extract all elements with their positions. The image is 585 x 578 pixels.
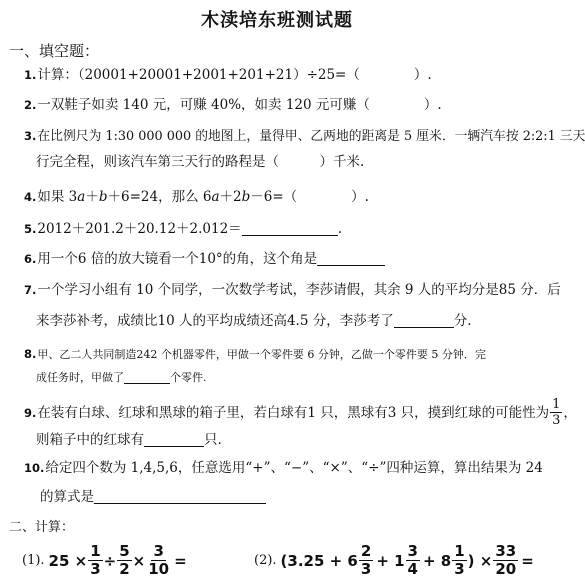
denominator: 4 [407,560,418,578]
answer-blank[interactable] [317,251,385,266]
expression-part: × [132,551,146,570]
question-number: 2. [24,98,37,112]
numerator: 3 [407,542,418,560]
question-text: 如果 3 [37,189,78,205]
denominator: 3 [454,560,465,578]
question-text: 给定四个数为 1,4,5,6，任意选用“+”、“−”、“×”、“÷”四种运算，算出结果为 24 [45,460,543,476]
question-text: 一双鞋子如卖 140 元，可赚 40%，如卖 120 元可赚（ ）. [37,97,442,113]
question-number: 5. [24,222,37,236]
answer-blank[interactable] [242,221,338,236]
expression-part: + 1 [376,551,405,570]
question-text: ＋6=24，那么 6 [107,189,212,205]
question-4: 4.如果 3a＋b＋6=24，那么 6a＋2b－6=（ ）. [24,189,369,205]
question-text: 计算：（20001+20001+2001+201+21）÷25=（ ）. [37,67,432,83]
fraction [88,544,102,577]
question-5 [24,220,342,238]
expression-part: ÷ [103,551,117,570]
fraction [146,544,171,577]
expression-part: ) × [467,551,493,570]
question-10 [24,459,543,477]
question-text: 来李莎补考，成绩比10 人的平均成绩还高4.5 分，李莎考了 [36,313,394,329]
question-text: . [337,221,342,237]
question-number: 4. [24,190,37,204]
question-number: 6. [24,252,37,266]
question-text: 则箱子中的红球有 [36,432,144,448]
question-number: 7. [24,283,37,297]
numerator: 5 [119,542,130,560]
question-text: 成任务时，甲做了 [36,371,124,384]
question-8-line-2 [36,369,207,387]
question-number: 1. [24,68,37,82]
answer-blank[interactable] [94,489,266,504]
fraction [452,544,466,577]
fraction [550,398,562,427]
fraction [117,544,131,577]
numerator: 2 [360,542,372,560]
question-8 [24,345,486,364]
question-text: 的算式是 [40,489,94,505]
problem-label: (1). [22,553,45,568]
numerator: 1 [90,542,101,560]
page-title: 木渎培东班测试题 [201,10,353,31]
numerator: 1 [454,542,465,560]
question-9-line-2 [36,431,222,449]
question-text: 2012＋201.2＋20.12＋2.012＝ [37,221,242,237]
fraction [406,544,420,577]
question-text: 一个学习小组有 10 个同学，一次数学考试，李莎请假，其余 9 人的平均分是85 分．后 [37,282,561,298]
question-10-line-2 [40,488,266,506]
question-text: 在比例尺为 1:30 000 000 的地图上，量得甲、乙两地的距离是 5 厘米．一辆汽车按 2:2:1 三天 [37,129,585,144]
question-number: 9. [24,405,37,420]
question-7-line-2 [36,312,472,330]
denominator: 3 [360,560,372,578]
question-number: 10. [24,461,45,475]
answer-blank[interactable] [144,432,204,447]
fraction [493,544,518,577]
fraction [359,544,373,577]
expression-part: (3.25 + 6 [280,551,358,570]
answer-blank[interactable] [394,313,454,328]
calc-problem-1 [22,544,187,577]
expression-part: = [174,551,187,570]
expression-part: 25 × [48,551,88,570]
denominator: 3 [552,413,561,428]
question-text: 甲、乙二人共同制造242 个机器零件，甲做一个零件要 6 分钟，乙做一个零件要 5 分钟．完 [37,348,486,361]
calc-problem-2 [254,544,534,577]
question-text: ＋ [85,189,99,205]
question-9 [24,398,577,427]
question-number: 8. [24,347,37,361]
expression-part: + 8 [422,551,452,570]
section-calculation-heading: 二、计算： [9,520,75,535]
question-2 [24,96,442,114]
question-3 [24,127,585,146]
question-number: 3. [24,129,37,143]
problem-label: (2). [254,553,277,568]
numerator: 3 [153,542,164,560]
question-7 [24,281,561,299]
question-3-line-2: 行完全程，则该汽车第三天行的路程是（ ）千米. [36,154,365,170]
question-text: 个零件. [170,371,207,384]
question-text: ， [563,404,577,421]
numerator: 33 [495,542,517,560]
question-1 [24,66,432,84]
expression-part: = [521,551,534,570]
question-text: 分. [453,313,472,329]
denominator: 10 [148,560,170,578]
denominator: 20 [495,560,517,578]
question-text: 在装有白球、红球和黑球的箱子里，若白球有1 只，黑球有3 只，摸到红球的可能性为 [37,404,550,421]
question-6 [24,250,385,268]
section-fill-blank-heading: 一、填空题： [9,42,100,60]
question-text: 只. [204,432,222,448]
numerator: 1 [552,397,561,412]
question-text: ＋2 [219,189,242,205]
question-text: －6=（ ）. [250,189,369,205]
denominator: 2 [119,560,130,578]
answer-blank[interactable] [124,371,170,384]
question-text: 用一个6 倍的放大镜看一个10°的角，这个角是 [37,251,318,267]
denominator: 3 [90,560,101,578]
